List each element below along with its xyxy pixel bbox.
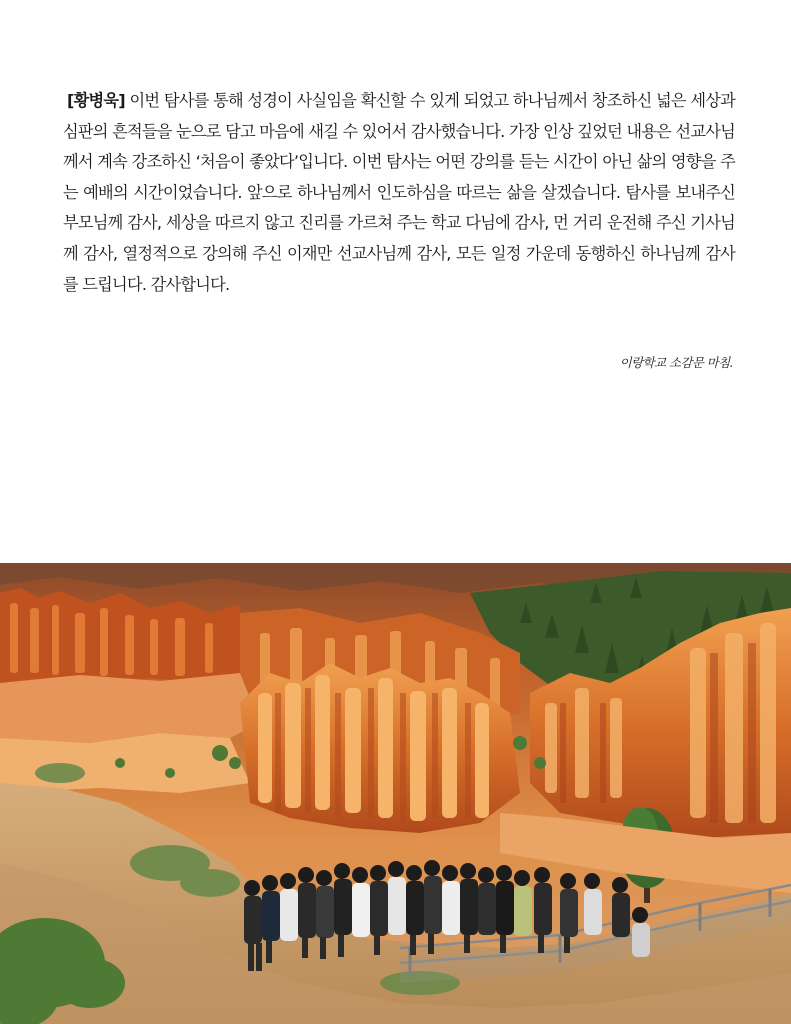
testimony-body: 이번 탐사를 통해 성경이 사실임을 확신할 수 있게 되었고 하나님께서 창조하신 넓은 세상과 심판의 흔적들을 눈으로 담고 마음에 새길 수 있어서 감사했습니다. 가장 인상 깊었던 내용은 선교사님께서 계속 강조하신 ‘처음이 좋았다’입니다. 이번 탐사는 어떤 강의를 듣는 시간이 아닌 삶의 영향을 주는 예배의 시간이었습니다. 앞으로 하나님께서 인도하심을 따르는 삶을 살겠습니다. 탐사를 보내주신 부모님께 감사, 세상을 따르지 않고 진리를 가르쳐 주는 학교 다님에 감사, 먼 거리 운전해 주신 기사님께 감사, 열정적으로 강의해 주신 이재만 선교사님께 감사, 모든 일정 가운데 동행하신 하나님께 감사를 드립니다. 감사합니다. [63, 91, 735, 294]
testimony-paragraph [63, 86, 735, 300]
author-name: [황병욱] [67, 91, 125, 110]
closing-signature: 이랑학교 소감문 마침. [619, 355, 733, 370]
canyon-group-photo [0, 563, 791, 1024]
